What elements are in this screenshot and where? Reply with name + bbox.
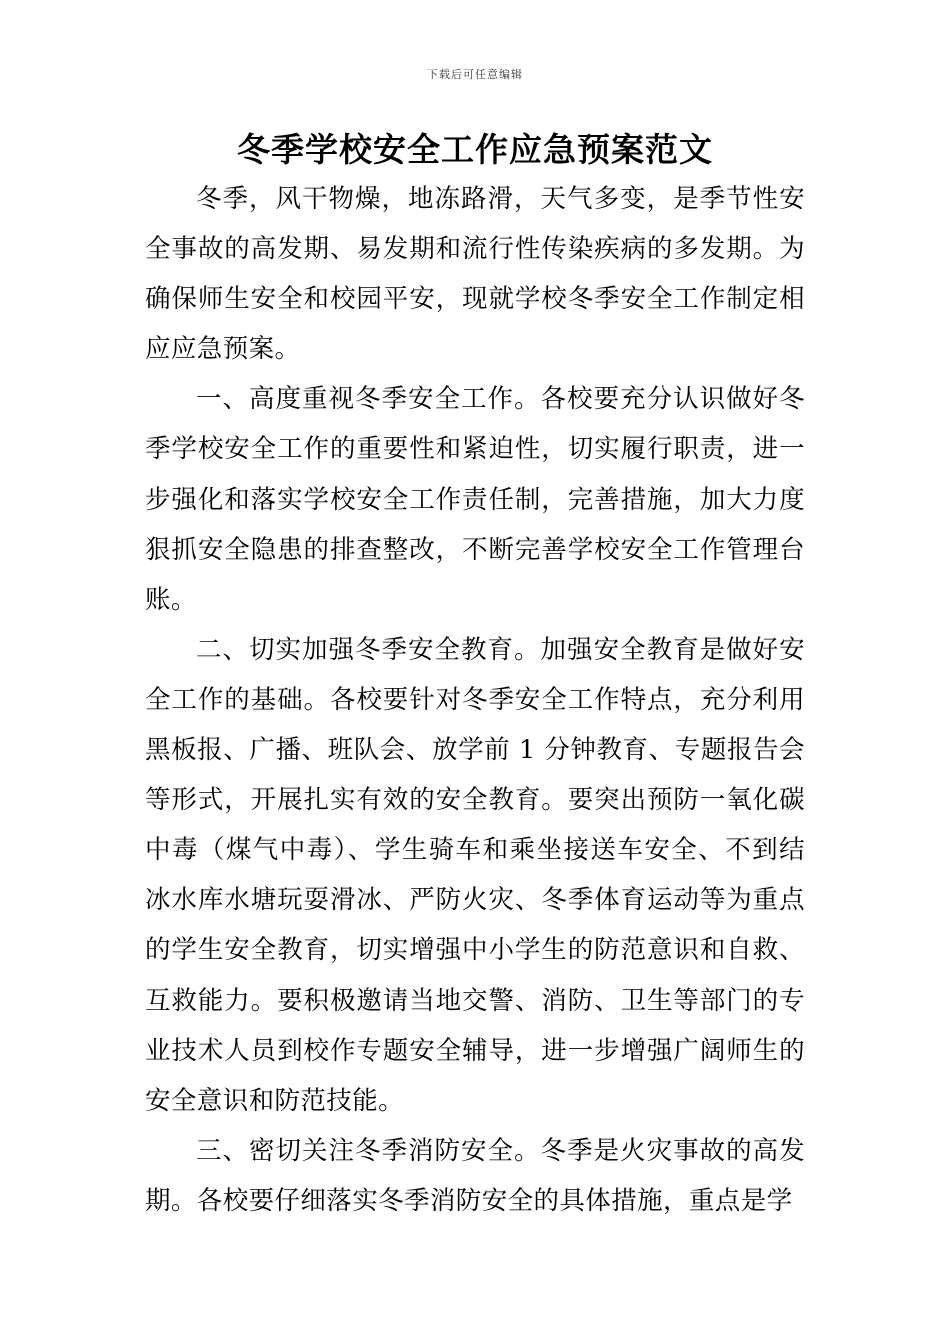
document-title: 冬季学校安全工作应急预案范文 — [237, 130, 713, 169]
document-body — [145, 174, 805, 1226]
paragraph-section-2: 二、切实加强冬季安全教育。加强安全教育是做好安全工作的基础。各校要针对冬季安全工作特点，充分利用黑板报、广播、班队会、放学前 1 分钟教育、专题报告会等形式，开展扎实有效的安全教育。要突出预防一氧化碳中毒（煤气中毒）、学生骑车和乘坐接送车安全、不到结冰水库水塘玩耍滑冰、严防火灾、冬季体育运动等为重点的学生安全教育，切实增强中小学生的防范意识和自救、互救能力。要积极邀请当地交警、消防、卫生等部门的专业技术人员到校作专题安全辅导，进一步增强广阔师生的安全意识和防范技能。 — [145, 634, 805, 1116]
paragraph-section-1: 一、高度重视冬季安全工作。各校要充分认识做好冬季学校安全工作的重要性和紧迫性，切实履行职责，进一步强化和落实学校安全工作责任制，完善措施，加大力度狠抓安全隐患的排查整改，不断完善学校安全工作管理台账。 — [145, 384, 805, 615]
paragraph-section-3: 三、密切关注冬季消防安全。冬季是火灾事故的高发期。各校要仔细落实冬季消防安全的具体措施，重点是学 — [145, 1135, 805, 1216]
paragraph-intro: 冬季，风干物燥，地冻路滑，天气多变，是季节性安全事故的高发期、易发期和流行性传染疾病的多发期。为确保师生安全和校园平安，现就学校冬季安全工作制定相应应急预案。 — [145, 184, 805, 365]
header-note: 下载后可任意编辑 — [427, 68, 523, 81]
